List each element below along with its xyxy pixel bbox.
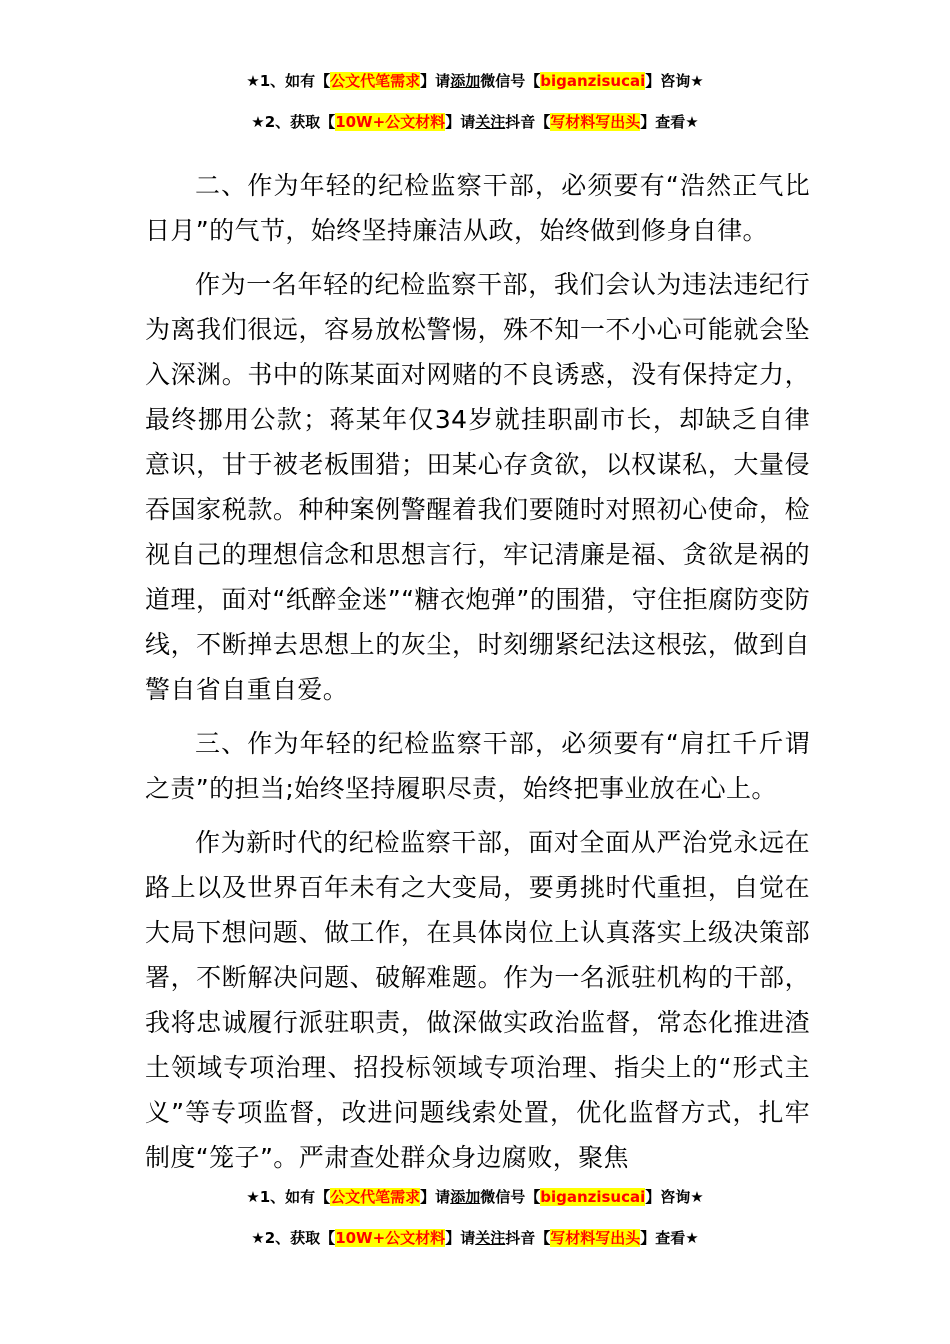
- promo-text: 】请: [445, 1229, 476, 1247]
- promo-suffix: 】查看★: [640, 113, 699, 131]
- paragraph-heading-3: 三、作为年轻的纪检监察干部，必须要有“肩扛千斤谓之责”的担当;始终坚持履职尽责，始终把事业放在心上。: [145, 729, 810, 803]
- header-promo-line-2: [0, 111, 950, 133]
- promo-highlight-service: 公文代笔需求: [330, 72, 421, 90]
- promo-underlined-follow: 关注: [475, 1229, 506, 1247]
- promo-highlight-service: 公文代笔需求: [330, 1188, 421, 1206]
- promo-underlined-follow: 关注: [475, 113, 506, 131]
- promo-highlight-wechat-id: biganzisucai: [540, 72, 646, 90]
- promo-highlight-douyin: 写材料写出头: [550, 113, 641, 131]
- promo-text: 微信号【: [480, 1188, 541, 1206]
- footer-promo-line-1: [0, 1186, 950, 1208]
- promo-text: 】请: [445, 113, 476, 131]
- footer-promo-line-2: [0, 1227, 950, 1249]
- promo-highlight-materials: 10W+公文材料: [335, 113, 446, 131]
- paragraph-body-2: 作为新时代的纪检监察干部，面对全面从严治党永远在路上以及世界百年未有之大变局，要勇挑时代重担，自觉在大局下想问题、做工作，在具体岗位上认真落实上级决策部署，不断解决问题、破解难题。作为一名派驻机构的干部，我将忠诚履行派驻职责，做深做实政治监督，常态化推进渣土领域专项治理、招投标领域专项治理、指尖上的“形式主义”等专项监督，改进问题线索处置，优化监督方式，扎牢制度“笼子”。严肃查处群众身边腐败，聚焦: [145, 828, 810, 1172]
- paragraph-body-1: 作为一名年轻的纪检监察干部，我们会认为违法违纪行为离我们很远，容易放松警惕，殊不知一不小心可能就会坠入深渊。书中的陈某面对网赌的不良诱惑，没有保持定力，最终挪用公款；蒋某年仅34岁就挂职副市长，却缺乏自律意识，甘于被老板围猎；田某心存贪欲，以权谋私，大量侵吞国家税款。种种案例警醒着我们要随时对照初心使命，检视自己的理想信念和思想言行，牢记清廉是福、贪欲是祸的道理，面对“纸醉金迷”“糖衣炮弹”的围猎，守住拒腐防变防线，不断掸去思想上的灰尘，时刻绷紧纪法这根弦，做到自警自省自重自爱。: [145, 270, 810, 704]
- promo-prefix: ★2、获取【: [251, 1229, 336, 1247]
- promo-text: 】请: [420, 1188, 451, 1206]
- promo-prefix: ★2、获取【: [251, 113, 336, 131]
- promo-underlined-add: 添加: [450, 1188, 481, 1206]
- promo-text: 抖音【: [505, 1229, 551, 1247]
- document-body: [145, 163, 810, 1189]
- promo-prefix: ★1、如有【: [246, 1188, 331, 1206]
- promo-text: 抖音【: [505, 113, 551, 131]
- promo-prefix: ★1、如有【: [246, 72, 331, 90]
- header-promo-line-1: [0, 70, 950, 92]
- promo-highlight-materials: 10W+公文材料: [335, 1229, 446, 1247]
- promo-text: 】请: [420, 72, 451, 90]
- promo-highlight-wechat-id: biganzisucai: [540, 1188, 646, 1206]
- promo-suffix: 】查看★: [640, 1229, 699, 1247]
- promo-underlined-add: 添加: [450, 72, 481, 90]
- promo-text: 微信号【: [480, 72, 541, 90]
- promo-suffix: 】咨询★: [645, 72, 704, 90]
- paragraph-heading-2: 二、作为年轻的纪检监察干部，必须要有“浩然正气比日月”的气节，始终坚持廉洁从政，始终做到修身自律。: [145, 171, 810, 245]
- promo-highlight-douyin: 写材料写出头: [550, 1229, 641, 1247]
- promo-suffix: 】咨询★: [645, 1188, 704, 1206]
